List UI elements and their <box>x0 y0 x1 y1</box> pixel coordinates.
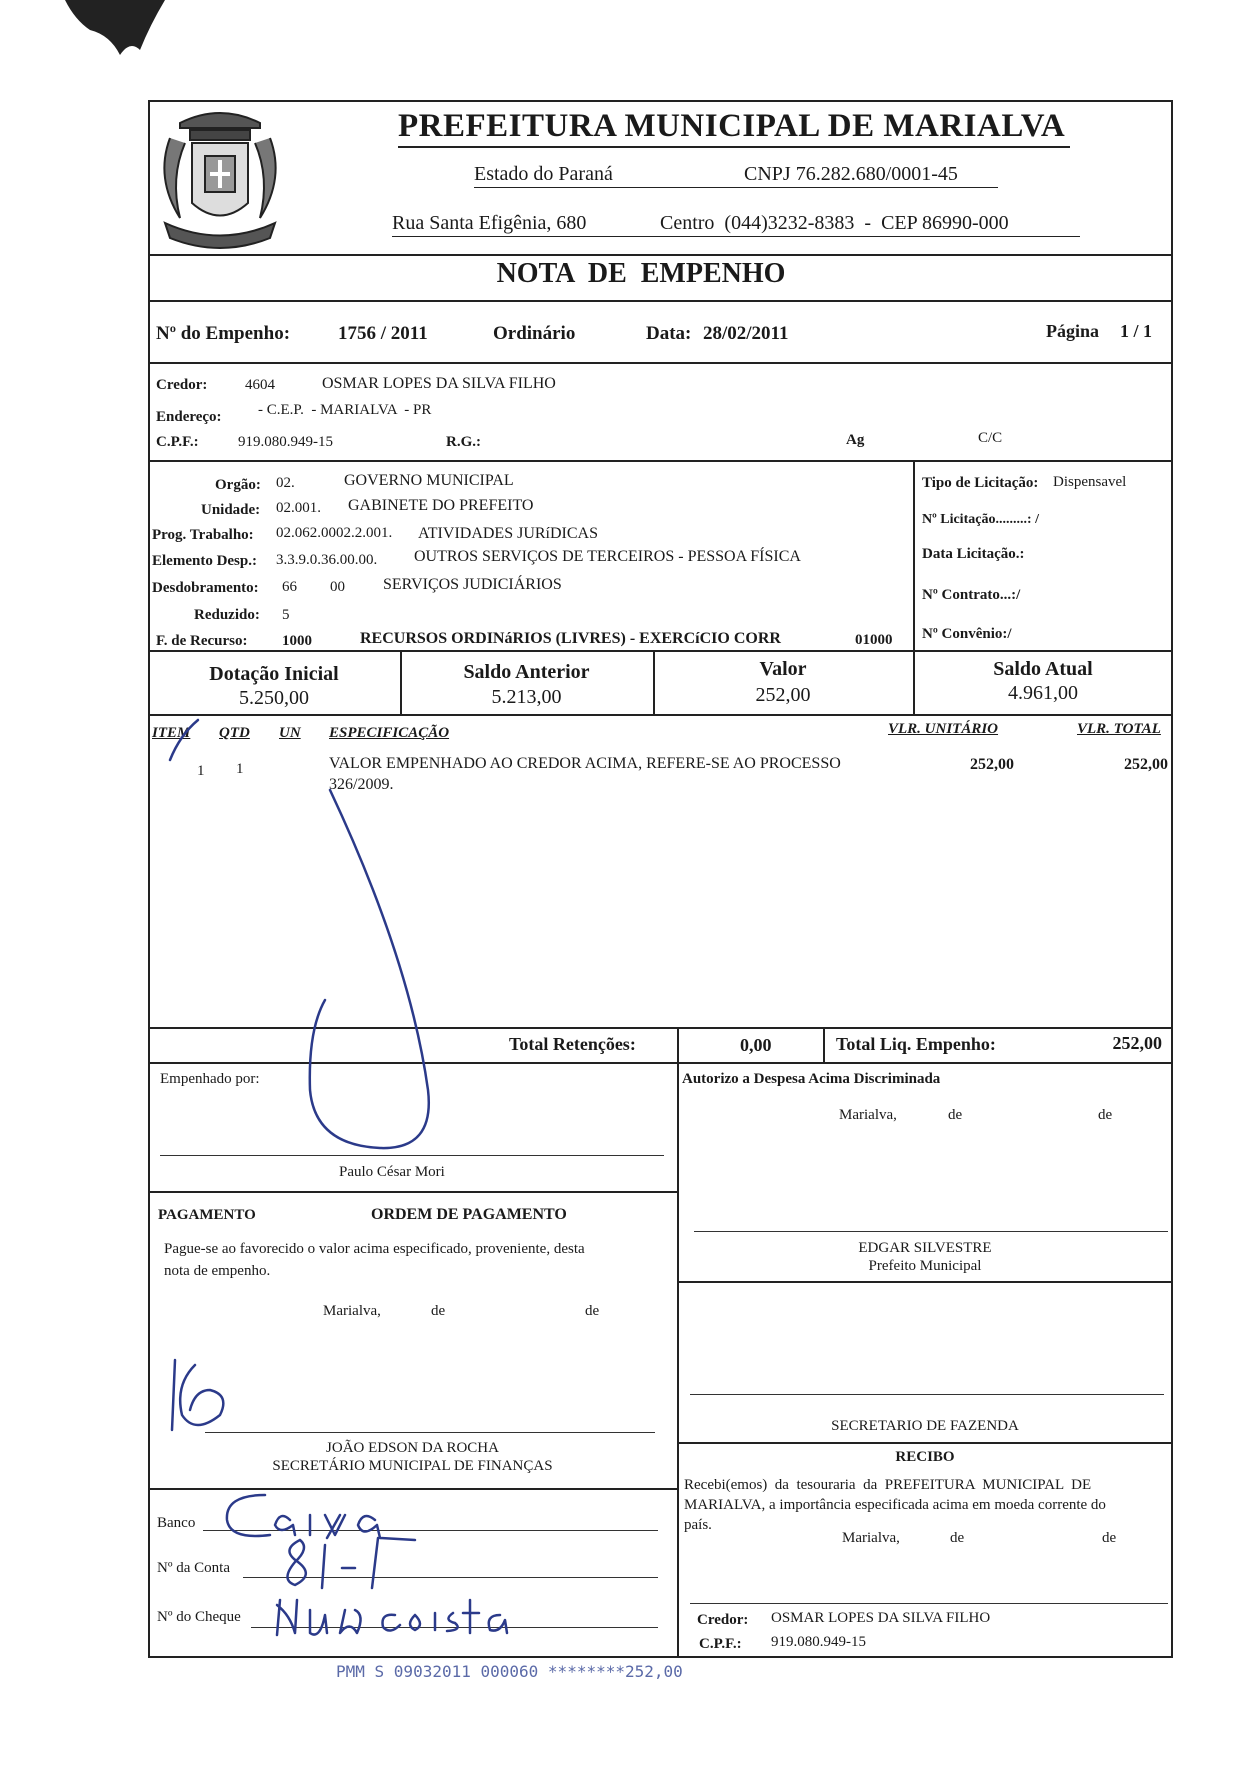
saldo-atual-value: 4.961,00 <box>1008 682 1078 704</box>
divider <box>148 1191 677 1193</box>
unidade-code: 02.001. <box>276 500 321 516</box>
empenho-type: Ordinário <box>493 323 576 344</box>
elemento-label: Elemento Desp.: <box>152 553 257 569</box>
recibo-credor: OSMAR LOPES DA SILVA FILHO <box>771 1610 991 1626</box>
row-vlr-unitario: 252,00 <box>970 756 1014 773</box>
signature-line <box>205 1432 655 1433</box>
saldo-atual-label: Saldo Atual <box>993 658 1093 680</box>
recibo-city: Marialva, <box>842 1530 900 1546</box>
credor-name: OSMAR LOPES DA SILVA FILHO <box>322 375 556 392</box>
page-number: 1 / 1 <box>1120 321 1153 341</box>
autorizo-de1: de <box>948 1107 963 1123</box>
header-address-underline <box>392 236 1080 237</box>
col-header-vlr-unitario: VLR. UNITÁRIO <box>888 721 999 737</box>
empenho-date: 28/02/2011 <box>703 323 789 344</box>
dotacao-label: Dotação Inicial <box>209 663 339 685</box>
signature-line <box>694 1231 1168 1232</box>
credor-address-label: Endereço: <box>156 409 222 425</box>
cheque-label: Nº do Cheque <box>157 1609 241 1625</box>
divider <box>148 362 1173 364</box>
recibo-line3: país. <box>684 1517 712 1533</box>
handwritten-cheque <box>265 1585 525 1645</box>
credor-ag-label: Ag <box>846 432 865 448</box>
autorizo-de2: de <box>1098 1107 1113 1123</box>
desdob-label: Desdobramento: <box>152 580 259 596</box>
tipo-licitacao-label: Tipo de Licitação: <box>922 475 1039 491</box>
credor-address: - C.E.P. - MARIALVA - PR <box>258 402 432 418</box>
col-header-un: UN <box>279 725 301 741</box>
prefeito-role: Prefeito Municipal <box>868 1258 982 1274</box>
doc-title: NOTA DE EMPENHO <box>496 258 786 289</box>
reduzido-label: Reduzido: <box>194 607 260 623</box>
desdob-name: SERVIÇOS JUDICIÁRIOS <box>383 576 562 593</box>
valor-value: 252,00 <box>755 684 811 706</box>
page-label: Página <box>1046 321 1100 341</box>
row-qtd: 1 <box>236 761 244 777</box>
row-espec-line2: 326/2009. <box>329 776 394 793</box>
row-espec-line1: VALOR EMPENHADO AO CREDOR ACIMA, REFERE-SE AO PROCESSO <box>329 755 841 772</box>
credor-code: 4604 <box>245 377 275 393</box>
header-state: Estado do Paraná <box>474 163 613 185</box>
secretario-fazenda-label: SECRETARIO DE FAZENDA <box>831 1418 1019 1434</box>
header-address: Rua Santa Efigênia, 680 <box>392 212 587 234</box>
handwritten-signature-pagamento <box>160 1355 270 1435</box>
prefeito-name: EDGAR SILVESTRE <box>858 1240 992 1256</box>
credor-cpf-label: C.P.F.: <box>156 434 199 450</box>
prog-label: Prog. Trabalho: <box>152 527 254 543</box>
col-header-item: ITEM <box>152 725 191 741</box>
recurso-label: F. de Recurso: <box>156 633 248 649</box>
recibo-cpf-label: C.P.F.: <box>699 1636 742 1652</box>
divider <box>677 1281 1173 1283</box>
recurso-name: RECURSOS ORDINáRIOS (LIVRES) - EXERCíCIO CORR <box>360 630 781 647</box>
banco-label: Banco <box>157 1515 196 1531</box>
credor-rg-label: R.G.: <box>446 434 481 450</box>
tipo-licitacao: Dispensavel <box>1053 474 1127 490</box>
signature-line <box>690 1603 1168 1604</box>
autorizo-city: Marialva, <box>839 1107 897 1123</box>
ordem-pagamento-label: ORDEM DE PAGAMENTO <box>371 1206 567 1223</box>
numero-licitacao: Nº Licitação.........: / <box>922 512 1039 527</box>
divider <box>677 1442 1173 1444</box>
autorizo-label: Autorizo a Despesa Acima Discriminada <box>682 1071 941 1087</box>
header-title: PREFEITURA MUNICIPAL DE MARIALVA <box>398 108 1066 144</box>
unidade-label: Unidade: <box>201 502 261 518</box>
col-header-vlr-total: VLR. TOTAL <box>1077 721 1161 737</box>
divider <box>148 460 1173 462</box>
divider <box>148 254 1173 256</box>
pagamento-text-line1: Pague-se ao favorecido o valor acima especificado, proveniente, desta <box>164 1241 585 1257</box>
retencoes-value: 0,00 <box>740 1035 772 1055</box>
elemento-code: 3.3.9.0.36.00.00. <box>276 552 378 568</box>
empenho-label: Nº do Empenho: <box>156 323 291 344</box>
header-state-underline <box>474 187 998 188</box>
recibo-label: RECIBO <box>895 1449 955 1465</box>
empenhado-name: Paulo César Mori <box>339 1164 445 1180</box>
empenhado-label: Empenhado por: <box>160 1071 260 1087</box>
col-header-especificacao: ESPECIFICAÇÃO <box>329 725 450 741</box>
cashier-stamp: PMM S 09032011 000060 ********252,00 <box>336 1662 683 1681</box>
orgao-name: GOVERNO MUNICIPAL <box>344 472 514 489</box>
recibo-de1: de <box>950 1530 965 1546</box>
divider <box>823 1027 825 1063</box>
header-title-underline <box>398 146 1070 148</box>
recibo-cpf: 919.080.949-15 <box>771 1634 866 1650</box>
recibo-de2: de <box>1102 1530 1117 1546</box>
secretario-financas-name: JOÃO EDSON DA ROCHA <box>326 1440 499 1456</box>
row-item: 1 <box>197 763 205 779</box>
secretario-financas-role: SECRETÁRIO MUNICIPAL DE FINANÇAS <box>272 1458 553 1474</box>
recibo-line2: MARIALVA, a importância especificada acima em moeda corrente do <box>684 1497 1106 1513</box>
elemento-name: OUTROS SERVIÇOS DE TERCEIROS - PESSOA FÍSICA <box>414 548 801 565</box>
credor-cc-label: C/C <box>978 430 1003 446</box>
scan-artifact <box>60 0 170 80</box>
valor-label: Valor <box>759 658 807 680</box>
pagamento-text-line2: nota de empenho. <box>164 1263 271 1279</box>
divider <box>148 300 1173 302</box>
retencoes-label: Total Retenções: <box>509 1034 636 1054</box>
saldo-anterior-value: 5.213,00 <box>491 686 562 708</box>
divider <box>148 650 1173 652</box>
numero-convenio: Nº Convênio:/ <box>922 626 1012 642</box>
reduzido-value: 5 <box>282 607 290 623</box>
row-vlr-total: 252,00 <box>1124 756 1168 773</box>
signature-line <box>690 1394 1164 1395</box>
divider <box>913 460 915 650</box>
liq-empenho-value: 252,00 <box>1112 1033 1162 1053</box>
orgao-code: 02. <box>276 475 295 491</box>
header-cnpj: CNPJ 76.282.680/0001-45 <box>744 163 958 185</box>
conta-label: Nº da Conta <box>157 1560 230 1576</box>
pagamento-de1: de <box>431 1303 446 1319</box>
unidade-name: GABINETE DO PREFEITO <box>348 497 534 514</box>
empenho-number: 1756 / 2011 <box>338 323 428 344</box>
handwritten-initials-mark <box>150 710 450 1170</box>
numero-contrato: Nº Contrato...:/ <box>922 587 1021 603</box>
credor-cpf: 919.080.949-15 <box>238 434 333 450</box>
dotacao-value: 5.250,00 <box>239 687 309 709</box>
divider <box>677 1027 679 1063</box>
saldo-anterior-label: Saldo Anterior <box>463 661 590 683</box>
recurso-code: 1000 <box>282 633 312 649</box>
orgao-label: Orgão: <box>215 477 261 493</box>
prog-code: 02.062.0002.2.001. <box>276 525 393 541</box>
divider <box>677 1062 679 1658</box>
recibo-line1: Recebi(emos) da tesouraria da PREFEITURA MUNICIPAL DE <box>684 1477 1092 1493</box>
liq-empenho-label: Total Liq. Empenho: <box>836 1034 996 1054</box>
pagamento-label: PAGAMENTO <box>158 1207 256 1223</box>
empenho-date-label: Data: <box>646 323 692 344</box>
header-district-phone-cep: Centro (044)3232-8383 - CEP 86990-000 <box>660 212 1009 234</box>
col-header-qtd: QTD <box>219 725 250 741</box>
data-licitacao: Data Licitação.: <box>922 546 1025 562</box>
pagamento-de2: de <box>585 1303 600 1319</box>
prog-name: ATIVIDADES JURíDICAS <box>418 525 599 542</box>
credor-label: Credor: <box>156 377 208 393</box>
recurso-code2: 01000 <box>855 632 893 648</box>
desdob-code2: 00 <box>330 579 345 595</box>
desdob-code1: 66 <box>282 579 297 595</box>
pagamento-city: Marialva, <box>323 1303 381 1319</box>
recibo-credor-label: Credor: <box>697 1612 749 1628</box>
